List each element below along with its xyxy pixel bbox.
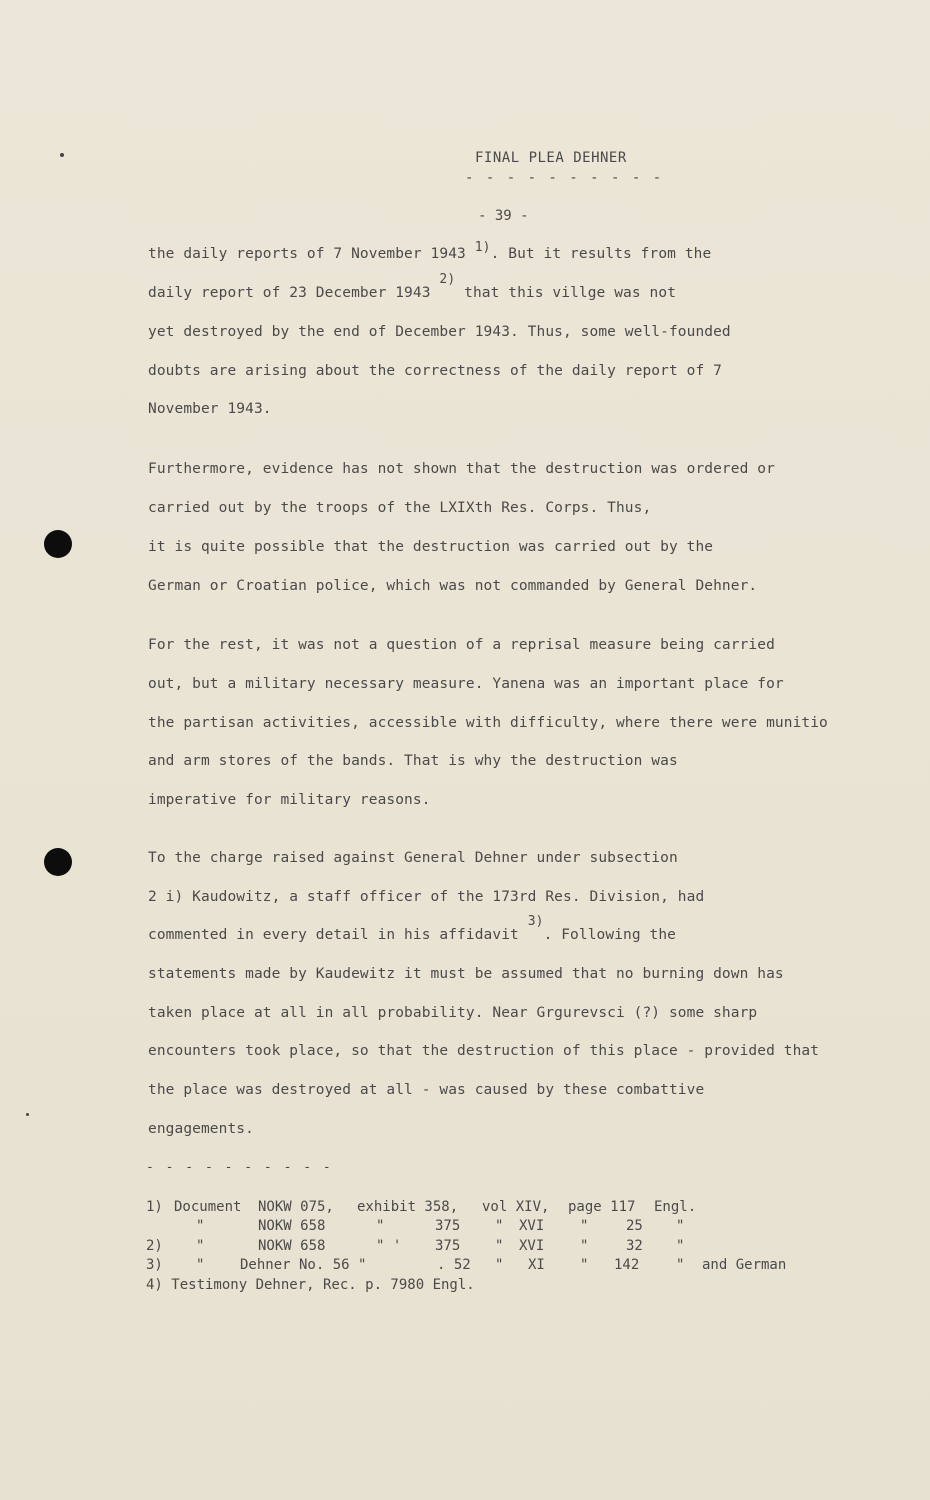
punch-hole [44,530,72,558]
footnote-number: 3) [146,1257,163,1273]
footnote-cell: " [495,1257,504,1273]
text-segment: . But it results from the [490,246,712,262]
footnote-cell: Dehner No. 56 " [240,1257,367,1273]
footnote-cell: exhibit 358, [357,1199,459,1215]
text-line [148,240,712,262]
footnote-cell: " [676,1238,685,1254]
footnote-cell: " [196,1238,205,1254]
footnote-cell: XVI [519,1218,545,1234]
footnote-cell: Document [174,1199,242,1215]
text-line: German or Croatian police, which was not commanded by General Dehner. [148,578,758,594]
ink-dot [26,1113,29,1116]
footnote-cell: " [580,1257,589,1273]
footnote-cell: NOKW 658 [258,1238,326,1254]
footnote-cell: page 117 [568,1199,636,1215]
footnote-cell: XI [528,1257,545,1273]
text-line: engagements. [148,1121,254,1137]
text-line: 2 i) Kaudowitz, a staff officer of the 173rd Res. Division, had [148,889,705,905]
punch-hole [44,848,72,876]
ink-dot [60,153,64,157]
footnote-cell: NOKW 658 [258,1218,326,1234]
footnote-cell: 25 [626,1218,643,1234]
footnote-number: 2) [146,1238,163,1254]
footnote-cell: " [580,1218,589,1234]
text-line: taken place at all in all probability. Near Grgurevsci (?) some sharp [148,1005,758,1021]
text-line: doubts are arising about the correctness of the daily report of 7 [148,363,722,379]
text-line: imperative for military reasons. [148,792,431,808]
footnote-cell: . 52 [437,1257,471,1273]
footnote-cell: Engl. [654,1199,697,1215]
footnote-cell: 32 [626,1238,643,1254]
footnote-cell: 375 [435,1218,461,1234]
text-line: encounters took place, so that the destruction of this place - provided that [148,1043,820,1059]
footnote-cell: " [196,1257,205,1273]
text-line [148,914,677,943]
footnote-cell: " [495,1218,504,1234]
footnote-cell: vol XIV, [482,1199,550,1215]
footnote-number: 1) [146,1199,163,1215]
text-segment: . Following the [543,927,677,943]
text-line: To the charge raised against General Dehner under subsection [148,850,678,866]
text-line: yet destroyed by the end of December 1943. Thus, some well-founded [148,324,731,340]
footnote-cell: " [676,1218,685,1234]
footnote-line: 4) Testimony Dehner, Rec. p. 7980 Engl. [146,1277,475,1293]
text-line: and arm stores of the bands. That is why the destruction was [148,753,678,769]
footnote-cell: " [580,1238,589,1254]
footnote-separator: - - - - - - - - - - [146,1160,333,1175]
footnote-cell: " [376,1218,385,1234]
text-segment: the daily reports of 7 November 1943 [148,246,466,262]
text-segment: daily report of 23 December 1943 [148,285,431,301]
footnote-cell: " [196,1218,205,1234]
text-line: out, but a military necessary measure. Yanena was an important place for [148,676,784,692]
footnote-ref: 2) [439,272,456,287]
footnote-cell: " ' [376,1238,402,1254]
text-line: November 1943. [148,401,272,417]
text-line: the place was destroyed at all - was caused by these combattive [148,1082,705,1098]
footnote-cell: " [495,1238,504,1254]
footnote-cell: " [676,1257,685,1273]
footnote-ref: 1) [474,240,491,255]
footnote-cell: NOKW 075, [258,1199,334,1215]
text-line: Furthermore, evidence has not shown that the destruction was ordered or [148,461,775,477]
text-segment: commented in every detail in his affidavit [148,927,519,943]
text-line: statements made by Kaudewitz it must be assumed that no burning down has [148,966,784,982]
footnote-cell: 142 [614,1257,640,1273]
title-underline: - - - - - - - - - - [465,170,664,186]
text-segment: that this villge was not [464,285,677,301]
text-line: For the rest, it was not a question of a reprisal measure being carried [148,637,775,653]
text-line [148,272,677,301]
page-number: - 39 - [478,208,529,224]
footnote-cell: and German [702,1257,787,1273]
footnote-cell: XVI [519,1238,545,1254]
footnote-cell: 375 [435,1238,461,1254]
document-title: FINAL PLEA DEHNER [475,150,627,166]
footnote-ref: 3) [527,914,544,929]
text-line: carried out by the troops of the LXIXth Res. Corps. Thus, [148,500,652,516]
text-line: the partisan activities, accessible with difficulty, where there were munitio [148,715,828,731]
text-line: it is quite possible that the destruction was carried out by the [148,539,714,555]
